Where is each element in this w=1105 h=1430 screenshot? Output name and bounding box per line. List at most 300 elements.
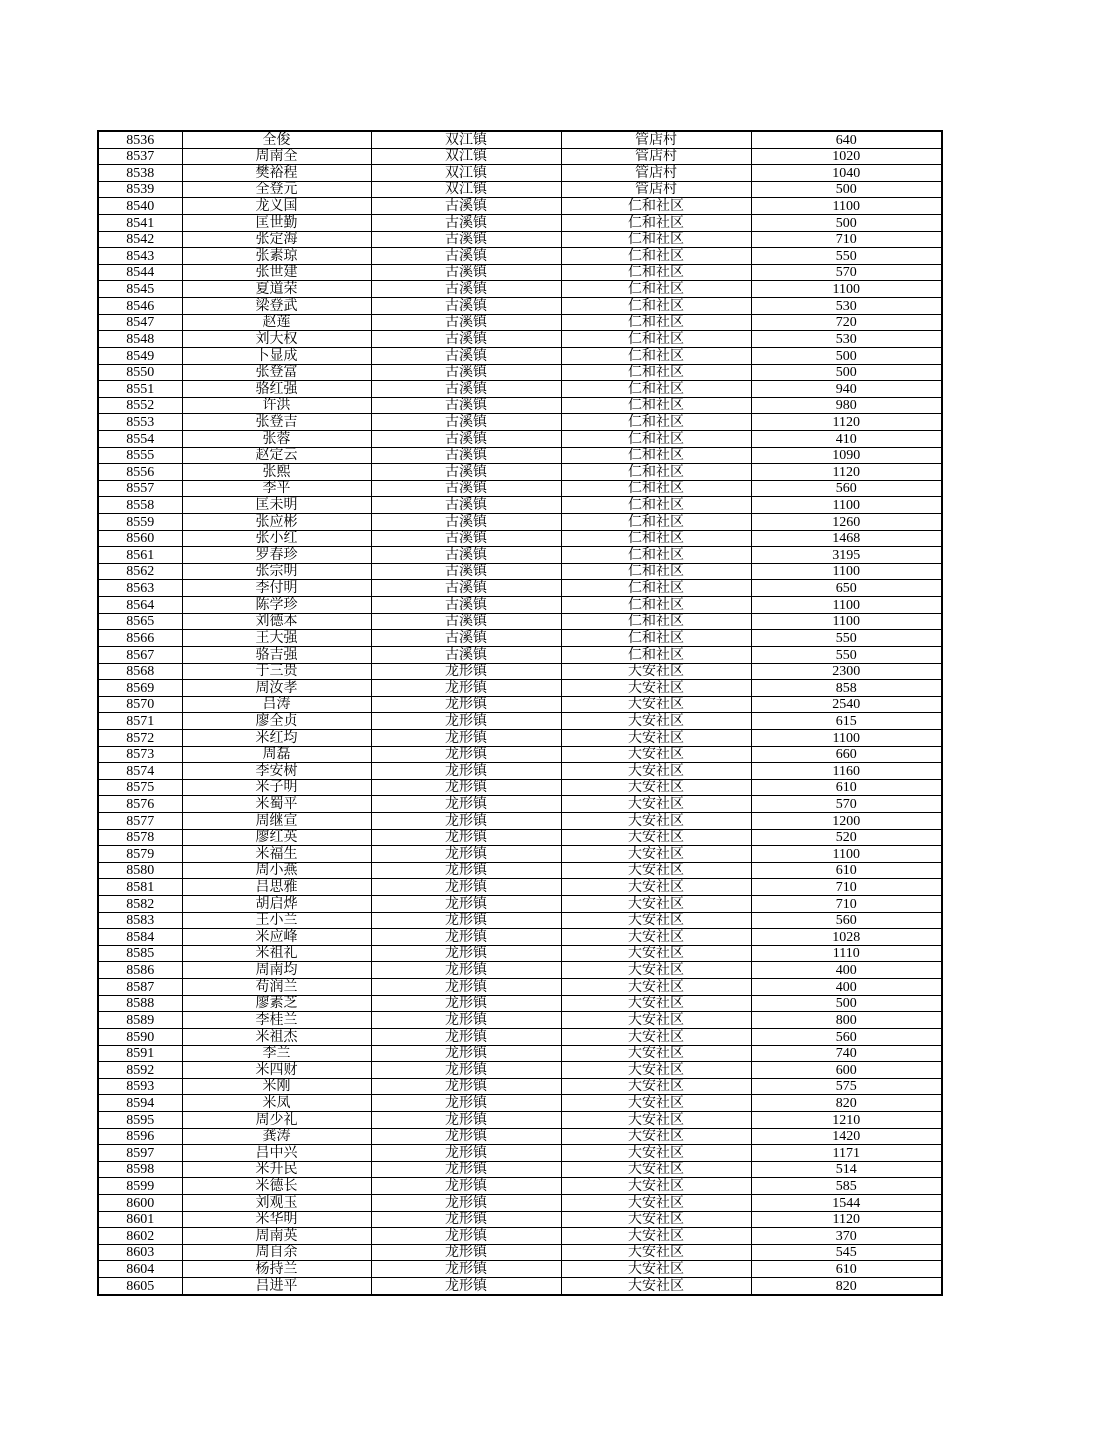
town-cell: 古溪镇 [371,547,561,564]
town-cell: 古溪镇 [371,530,561,547]
table-row [98,381,942,398]
row-number-cell: 8539 [98,181,182,198]
amount-cell: 570 [751,264,942,281]
town-cell: 古溪镇 [371,281,561,298]
town-cell: 古溪镇 [371,198,561,215]
name-cell: 廖全贞 [182,713,371,730]
table-row [98,713,942,730]
table-row [98,1195,942,1212]
village-cell: 仁和社区 [561,215,751,232]
town-cell: 龙形镇 [371,1062,561,1079]
row-number-cell: 8555 [98,447,182,464]
village-cell: 大安社区 [561,663,751,680]
town-cell: 龙形镇 [371,979,561,996]
village-cell: 大安社区 [561,729,751,746]
village-cell: 仁和社区 [561,347,751,364]
town-cell: 龙形镇 [371,1128,561,1145]
town-cell: 龙形镇 [371,1178,561,1195]
table-row [98,1278,942,1295]
name-cell: 刘德本 [182,613,371,630]
row-number-cell: 8605 [98,1278,182,1295]
row-number-cell: 8562 [98,563,182,580]
village-cell: 仁和社区 [561,563,751,580]
village-cell: 仁和社区 [561,597,751,614]
name-cell: 张小红 [182,530,371,547]
amount-cell: 514 [751,1161,942,1178]
name-cell: 卜显成 [182,347,371,364]
name-cell: 张定海 [182,231,371,248]
row-number-cell: 8597 [98,1145,182,1162]
row-number-cell: 8537 [98,148,182,165]
data-table [97,130,943,1296]
table-row [98,779,942,796]
name-cell: 李平 [182,480,371,497]
village-cell: 仁和社区 [561,613,751,630]
amount-cell: 545 [751,1244,942,1261]
town-cell: 龙形镇 [371,862,561,879]
name-cell: 龙义国 [182,198,371,215]
table-row [98,746,942,763]
town-cell: 古溪镇 [371,630,561,647]
town-cell: 古溪镇 [371,231,561,248]
town-cell: 龙形镇 [371,1095,561,1112]
table-row [98,331,942,348]
town-cell: 龙形镇 [371,896,561,913]
village-cell: 管店村 [561,148,751,165]
table-row [98,414,942,431]
amount-cell: 710 [751,231,942,248]
amount-cell: 400 [751,979,942,996]
village-cell: 仁和社区 [561,314,751,331]
name-cell: 米华明 [182,1211,371,1228]
name-cell: 周小燕 [182,862,371,879]
row-number-cell: 8570 [98,696,182,713]
amount-cell: 410 [751,430,942,447]
name-cell: 周南全 [182,148,371,165]
table-row [98,1012,942,1029]
name-cell: 胡启烨 [182,896,371,913]
table-row [98,812,942,829]
amount-cell: 1100 [751,281,942,298]
town-cell: 古溪镇 [371,314,561,331]
town-cell: 龙形镇 [371,1278,561,1295]
row-number-cell: 8577 [98,812,182,829]
name-cell: 张登富 [182,364,371,381]
amount-cell: 660 [751,746,942,763]
row-number-cell: 8584 [98,929,182,946]
amount-cell: 500 [751,347,942,364]
amount-cell: 800 [751,1012,942,1029]
town-cell: 古溪镇 [371,414,561,431]
village-cell: 大安社区 [561,763,751,780]
town-cell: 龙形镇 [371,1111,561,1128]
name-cell: 于三贵 [182,663,371,680]
row-number-cell: 8564 [98,597,182,614]
table-row [98,215,942,232]
village-cell: 大安社区 [561,1045,751,1062]
table-row [98,1228,942,1245]
amount-cell: 610 [751,1261,942,1278]
name-cell: 米红均 [182,729,371,746]
table-row [98,879,942,896]
name-cell: 米四财 [182,1062,371,1079]
name-cell: 王小兰 [182,912,371,929]
amount-cell: 1171 [751,1145,942,1162]
table-row [98,281,942,298]
town-cell: 双江镇 [371,181,561,198]
town-cell: 古溪镇 [371,264,561,281]
amount-cell: 1120 [751,414,942,431]
village-cell: 仁和社区 [561,464,751,481]
amount-cell: 550 [751,248,942,265]
row-number-cell: 8540 [98,198,182,215]
amount-cell: 720 [751,314,942,331]
row-number-cell: 8559 [98,514,182,531]
table-row [98,248,942,265]
table-row [98,530,942,547]
row-number-cell: 8578 [98,829,182,846]
town-cell: 龙形镇 [371,1228,561,1245]
name-cell: 龚涛 [182,1128,371,1145]
row-number-cell: 8551 [98,381,182,398]
row-number-cell: 8544 [98,264,182,281]
table-row [98,1178,942,1195]
amount-cell: 1090 [751,447,942,464]
village-cell: 大安社区 [561,1278,751,1295]
table-row [98,945,942,962]
amount-cell: 615 [751,713,942,730]
row-number-cell: 8582 [98,896,182,913]
town-cell: 龙形镇 [371,1045,561,1062]
name-cell: 张登吉 [182,414,371,431]
row-number-cell: 8587 [98,979,182,996]
table-row [98,1244,942,1261]
row-number-cell: 8601 [98,1211,182,1228]
amount-cell: 500 [751,181,942,198]
village-cell: 大安社区 [561,746,751,763]
row-number-cell: 8567 [98,646,182,663]
row-number-cell: 8588 [98,995,182,1012]
amount-cell: 1100 [751,497,942,514]
name-cell: 骆红强 [182,381,371,398]
town-cell: 古溪镇 [371,215,561,232]
village-cell: 大安社区 [561,979,751,996]
table-row [98,1211,942,1228]
village-cell: 大安社区 [561,862,751,879]
town-cell: 古溪镇 [371,480,561,497]
village-cell: 仁和社区 [561,480,751,497]
village-cell: 仁和社区 [561,198,751,215]
row-number-cell: 8554 [98,430,182,447]
town-cell: 双江镇 [371,165,561,182]
row-number-cell: 8576 [98,796,182,813]
name-cell: 骆吉强 [182,646,371,663]
village-cell: 仁和社区 [561,331,751,348]
town-cell: 龙形镇 [371,1145,561,1162]
table-row [98,680,942,697]
village-cell: 大安社区 [561,1211,751,1228]
amount-cell: 1110 [751,945,942,962]
amount-cell: 1100 [751,563,942,580]
town-cell: 龙形镇 [371,1195,561,1212]
table-body [98,131,942,1295]
name-cell: 米祖杰 [182,1028,371,1045]
name-cell: 夏道荣 [182,281,371,298]
amount-cell: 500 [751,995,942,1012]
name-cell: 张宗明 [182,563,371,580]
name-cell: 张蓉 [182,430,371,447]
table-row [98,1261,942,1278]
row-number-cell: 8549 [98,347,182,364]
table-row [98,497,942,514]
name-cell: 梁登武 [182,298,371,315]
village-cell: 大安社区 [561,929,751,946]
table-row [98,763,942,780]
row-number-cell: 8581 [98,879,182,896]
name-cell: 张熙 [182,464,371,481]
name-cell: 米刚 [182,1078,371,1095]
table-row [98,1062,942,1079]
amount-cell: 610 [751,779,942,796]
village-cell: 大安社区 [561,1161,751,1178]
row-number-cell: 8596 [98,1128,182,1145]
name-cell: 赵定云 [182,447,371,464]
town-cell: 古溪镇 [371,397,561,414]
row-number-cell: 8553 [98,414,182,431]
village-cell: 管店村 [561,131,751,148]
row-number-cell: 8543 [98,248,182,265]
amount-cell: 1020 [751,148,942,165]
name-cell: 周少礼 [182,1111,371,1128]
table-row [98,979,942,996]
town-cell: 龙形镇 [371,829,561,846]
village-cell: 大安社区 [561,945,751,962]
row-number-cell: 8565 [98,613,182,630]
amount-cell: 640 [751,131,942,148]
village-cell: 大安社区 [561,812,751,829]
table-row [98,729,942,746]
village-cell: 大安社区 [561,779,751,796]
name-cell: 米凤 [182,1095,371,1112]
town-cell: 龙形镇 [371,696,561,713]
village-cell: 大安社区 [561,1028,751,1045]
town-cell: 龙形镇 [371,879,561,896]
town-cell: 龙形镇 [371,1028,561,1045]
town-cell: 龙形镇 [371,729,561,746]
amount-cell: 530 [751,298,942,315]
row-number-cell: 8598 [98,1161,182,1178]
table-row [98,862,942,879]
name-cell: 王大强 [182,630,371,647]
amount-cell: 1420 [751,1128,942,1145]
name-cell: 刘大权 [182,331,371,348]
village-cell: 仁和社区 [561,397,751,414]
name-cell: 张素琼 [182,248,371,265]
name-cell: 匡未明 [182,497,371,514]
town-cell: 龙形镇 [371,945,561,962]
town-cell: 龙形镇 [371,713,561,730]
town-cell: 龙形镇 [371,1244,561,1261]
row-number-cell: 8569 [98,680,182,697]
table-row [98,796,942,813]
town-cell: 古溪镇 [371,613,561,630]
town-cell: 龙形镇 [371,779,561,796]
town-cell: 龙形镇 [371,763,561,780]
amount-cell: 1028 [751,929,942,946]
amount-cell: 550 [751,646,942,663]
amount-cell: 1544 [751,1195,942,1212]
name-cell: 米蜀平 [182,796,371,813]
village-cell: 仁和社区 [561,514,751,531]
table-row [98,181,942,198]
name-cell: 廖素芝 [182,995,371,1012]
row-number-cell: 8563 [98,580,182,597]
row-number-cell: 8593 [98,1078,182,1095]
village-cell: 大安社区 [561,1244,751,1261]
village-cell: 仁和社区 [561,248,751,265]
village-cell: 大安社区 [561,879,751,896]
name-cell: 陈学珍 [182,597,371,614]
table-row [98,896,942,913]
name-cell: 苟润兰 [182,979,371,996]
name-cell: 吕中兴 [182,1145,371,1162]
row-number-cell: 8557 [98,480,182,497]
amount-cell: 520 [751,829,942,846]
amount-cell: 560 [751,912,942,929]
table-row [98,846,942,863]
village-cell: 大安社区 [561,846,751,863]
amount-cell: 560 [751,1028,942,1045]
name-cell: 米升民 [182,1161,371,1178]
table-row [98,165,942,182]
name-cell: 周南英 [182,1228,371,1245]
table-row [98,547,942,564]
name-cell: 吕涛 [182,696,371,713]
table-row [98,198,942,215]
village-cell: 仁和社区 [561,447,751,464]
row-number-cell: 8548 [98,331,182,348]
row-number-cell: 8550 [98,364,182,381]
name-cell: 许洪 [182,397,371,414]
town-cell: 古溪镇 [371,298,561,315]
name-cell: 吕思雅 [182,879,371,896]
row-number-cell: 8599 [98,1178,182,1195]
table-row [98,912,942,929]
town-cell: 龙形镇 [371,1211,561,1228]
row-number-cell: 8591 [98,1045,182,1062]
table-row [98,1128,942,1145]
town-cell: 龙形镇 [371,962,561,979]
town-cell: 龙形镇 [371,929,561,946]
amount-cell: 400 [751,962,942,979]
town-cell: 龙形镇 [371,1261,561,1278]
amount-cell: 650 [751,580,942,597]
name-cell: 李兰 [182,1045,371,1062]
village-cell: 仁和社区 [561,231,751,248]
village-cell: 大安社区 [561,1145,751,1162]
town-cell: 龙形镇 [371,680,561,697]
table-row [98,397,942,414]
town-cell: 古溪镇 [371,248,561,265]
amount-cell: 1100 [751,597,942,614]
town-cell: 龙形镇 [371,995,561,1012]
village-cell: 大安社区 [561,1012,751,1029]
table-row [98,663,942,680]
table-row [98,696,942,713]
village-cell: 大安社区 [561,713,751,730]
name-cell: 李桂兰 [182,1012,371,1029]
amount-cell: 1468 [751,530,942,547]
amount-cell: 500 [751,215,942,232]
table-row [98,962,942,979]
town-cell: 古溪镇 [371,447,561,464]
amount-cell: 500 [751,364,942,381]
table-row [98,447,942,464]
amount-cell: 3195 [751,547,942,564]
name-cell: 米福生 [182,846,371,863]
row-number-cell: 8536 [98,131,182,148]
row-number-cell: 8580 [98,862,182,879]
table-row [98,995,942,1012]
row-number-cell: 8552 [98,397,182,414]
village-cell: 大安社区 [561,1178,751,1195]
table-row [98,231,942,248]
amount-cell: 1040 [751,165,942,182]
town-cell: 古溪镇 [371,430,561,447]
amount-cell: 1160 [751,763,942,780]
amount-cell: 980 [751,397,942,414]
name-cell: 米祖礼 [182,945,371,962]
table-row [98,829,942,846]
table-row [98,1078,942,1095]
table-row [98,1161,942,1178]
town-cell: 龙形镇 [371,846,561,863]
name-cell: 杨持兰 [182,1261,371,1278]
town-cell: 古溪镇 [371,364,561,381]
village-cell: 管店村 [561,181,751,198]
town-cell: 古溪镇 [371,347,561,364]
amount-cell: 2300 [751,663,942,680]
village-cell: 大安社区 [561,1095,751,1112]
village-cell: 大安社区 [561,829,751,846]
amount-cell: 820 [751,1095,942,1112]
amount-cell: 1100 [751,846,942,863]
row-number-cell: 8545 [98,281,182,298]
table-row [98,464,942,481]
town-cell: 古溪镇 [371,580,561,597]
village-cell: 仁和社区 [561,414,751,431]
table-row [98,1145,942,1162]
village-cell: 大安社区 [561,1111,751,1128]
row-number-cell: 8541 [98,215,182,232]
town-cell: 龙形镇 [371,796,561,813]
table-row [98,298,942,315]
name-cell: 李付明 [182,580,371,597]
row-number-cell: 8589 [98,1012,182,1029]
name-cell: 罗春珍 [182,547,371,564]
village-cell: 仁和社区 [561,264,751,281]
amount-cell: 1100 [751,729,942,746]
amount-cell: 600 [751,1062,942,1079]
village-cell: 仁和社区 [561,281,751,298]
row-number-cell: 8592 [98,1062,182,1079]
row-number-cell: 8586 [98,962,182,979]
row-number-cell: 8558 [98,497,182,514]
row-number-cell: 8560 [98,530,182,547]
table-row [98,1028,942,1045]
table-row [98,430,942,447]
row-number-cell: 8542 [98,231,182,248]
